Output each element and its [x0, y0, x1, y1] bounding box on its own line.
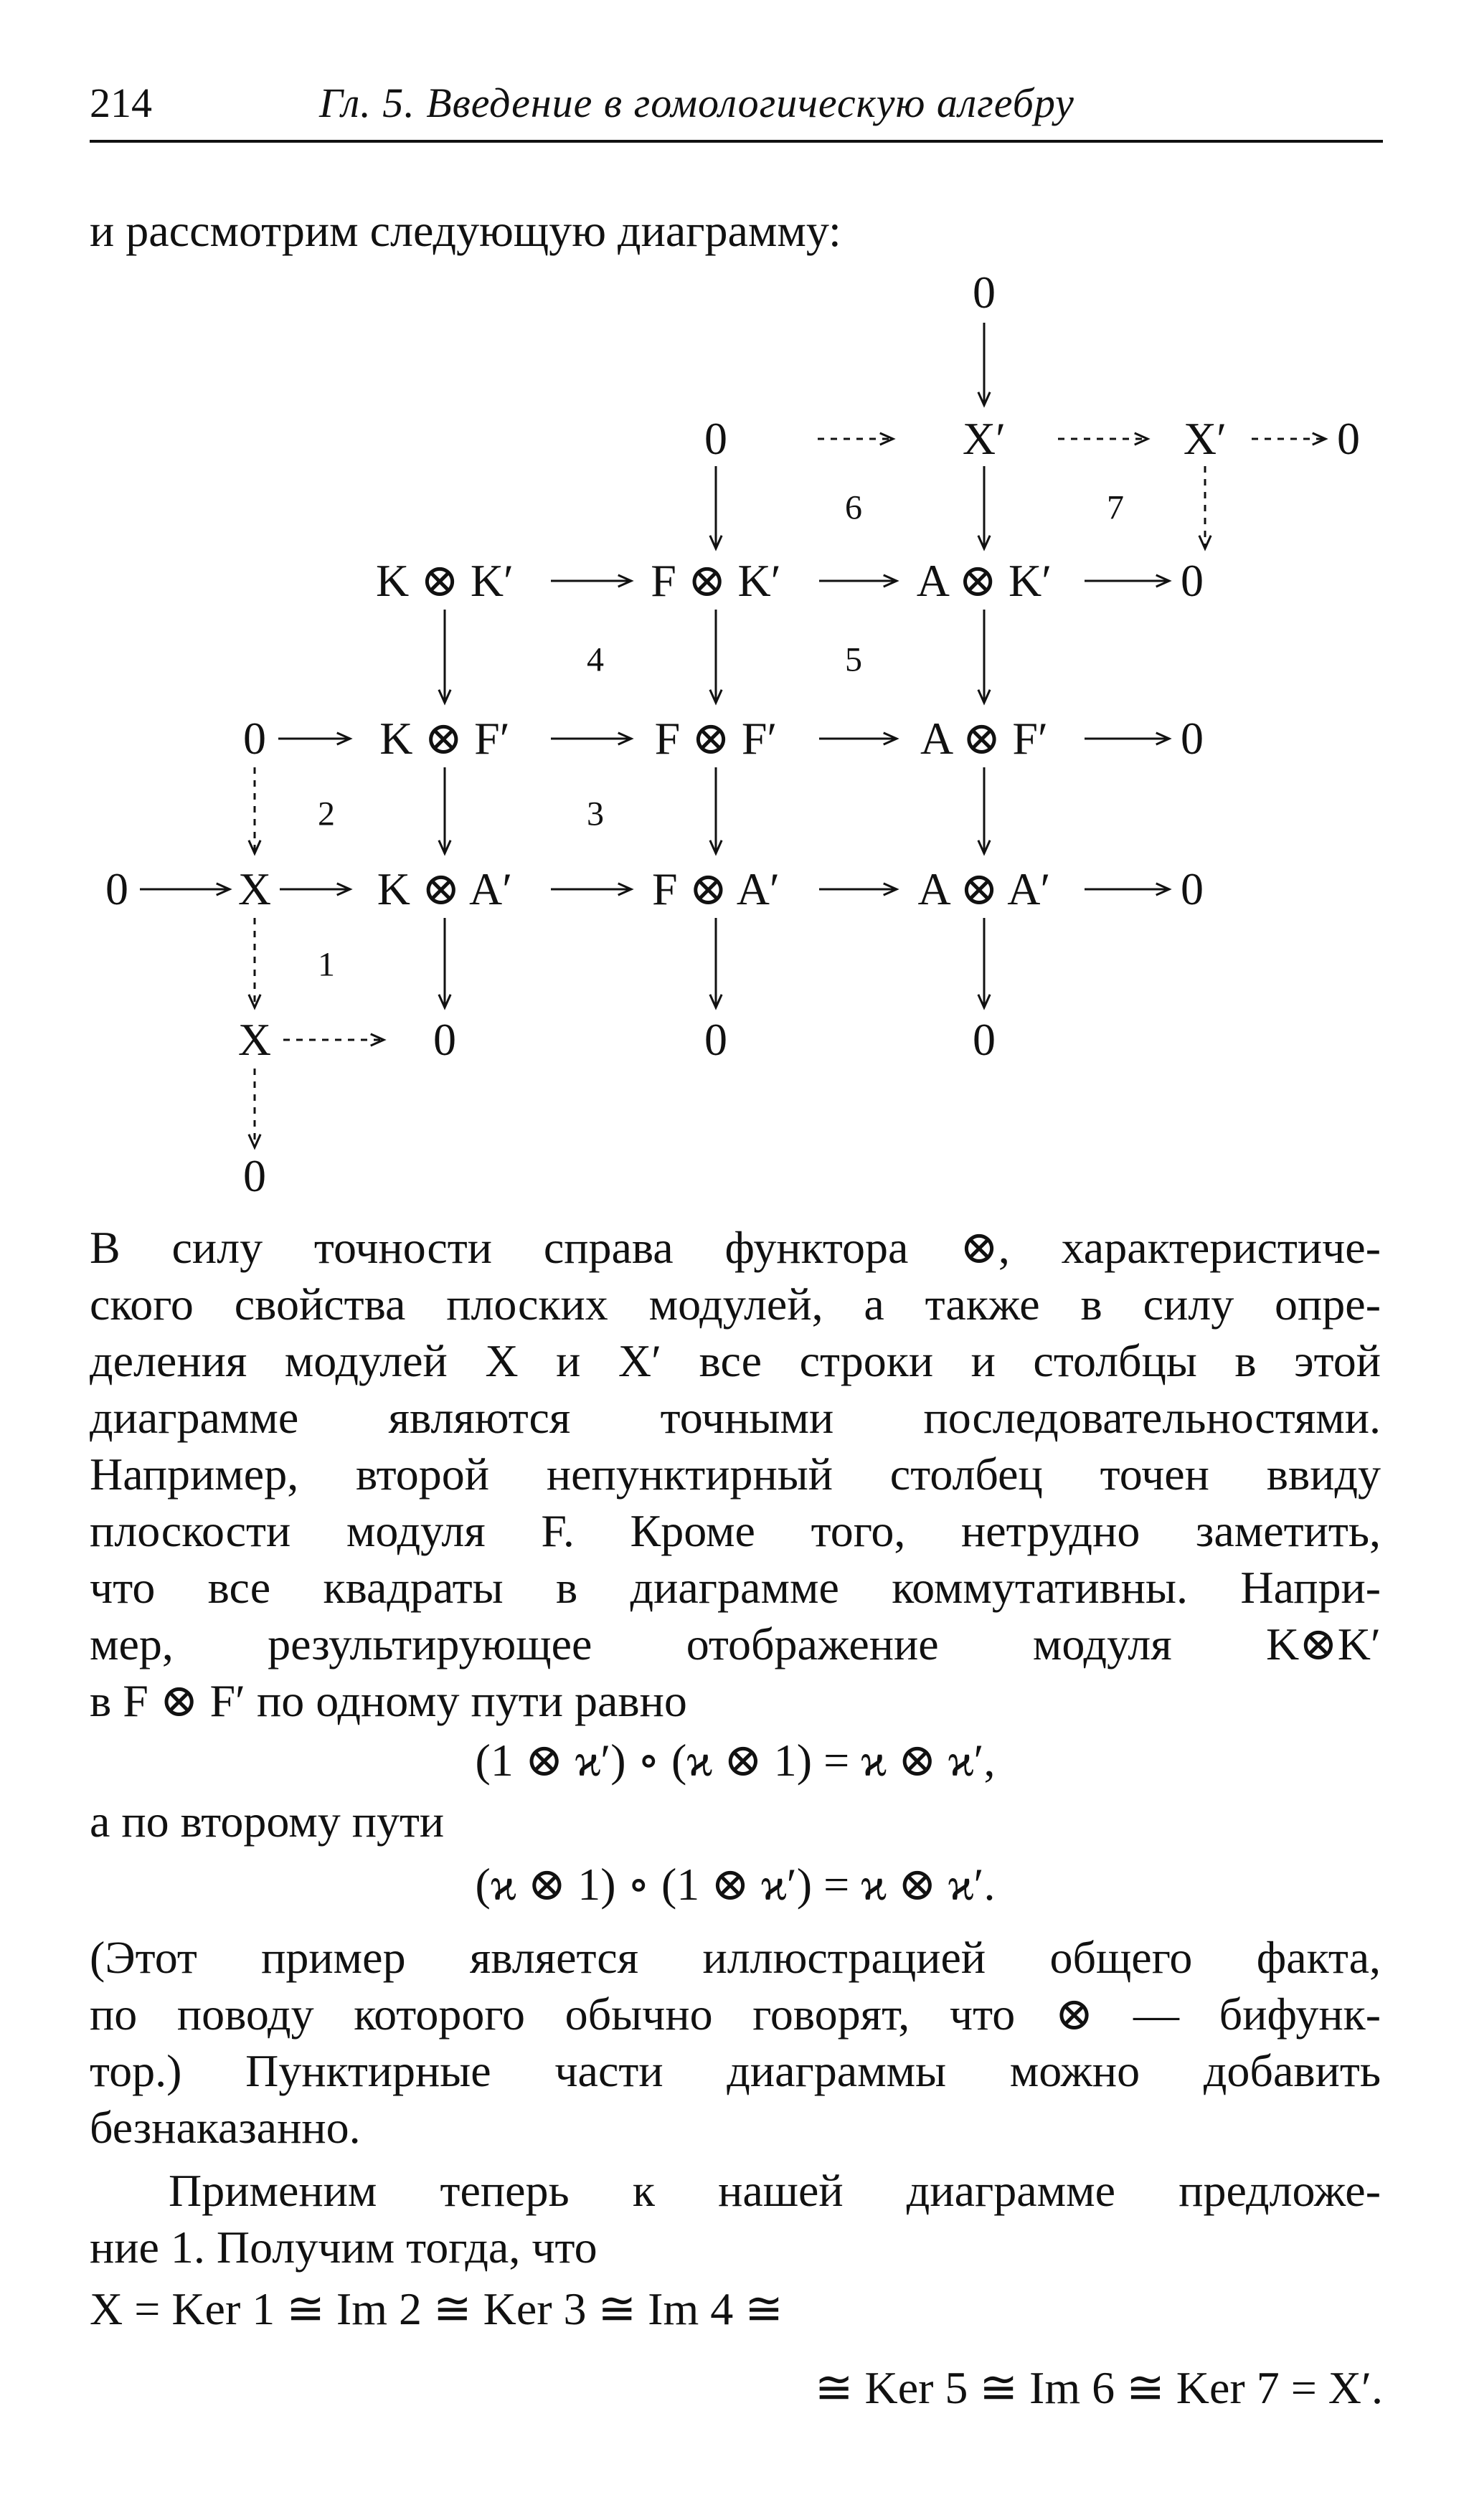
diagram-node: X′: [1183, 413, 1227, 464]
diagram-node: F ⊗ F′: [654, 713, 778, 764]
paragraph-2: а по второму пути: [90, 1796, 445, 1847]
diagram-node: X′: [962, 413, 1006, 464]
commutative-diagram: [0, 251, 1469, 1201]
paragraph-line: безнаказанно.: [90, 2102, 361, 2153]
paragraph-line: В силу точности справа функтора ⊗, характеристиче-: [90, 1222, 1381, 1273]
running-header: [90, 72, 1383, 143]
running-title: Гл. 5. Введение в гомологическую алгебру: [319, 80, 1074, 126]
page-number: 214: [90, 80, 152, 126]
paragraph-line: что все квадраты в диаграмме коммутативны. Напри-: [90, 1562, 1381, 1613]
paragraph-line: мер, результирующее отображение модуля K⊗K′: [90, 1619, 1381, 1669]
paragraph-line: ние 1. Получим тогда, что: [90, 2222, 597, 2273]
arrow: [1085, 884, 1169, 895]
arrow: [439, 610, 450, 703]
arrow: [819, 733, 897, 744]
paragraph-4: [90, 2162, 1381, 2275]
arrow: [978, 323, 990, 405]
diagram-node: A ⊗ F′: [920, 713, 1048, 764]
arrow: [551, 575, 631, 587]
arrow: [819, 884, 897, 895]
diagram-node: F ⊗ K′: [651, 555, 781, 606]
arrow: [978, 610, 990, 703]
diagram-node: 0: [1181, 555, 1204, 606]
arrow: [439, 918, 450, 1008]
diagram-node: K ⊗ A′: [377, 863, 513, 914]
paragraph-line: Например, второй непунктирный столбец точен ввиду: [90, 1449, 1381, 1500]
paragraph-line: в F ⊗ F′ по одному пути равно: [90, 1675, 687, 1726]
arrow: [710, 767, 722, 853]
diagram-node: 0: [973, 1014, 996, 1065]
diagram-node: 0: [433, 1014, 456, 1065]
diagram-node: F ⊗ A′: [652, 863, 780, 914]
paragraph-3: [90, 1929, 1381, 2156]
diagram-node: X: [237, 1014, 272, 1065]
arrow: [978, 767, 990, 853]
dashed-arrow: [818, 433, 893, 445]
square-label: 5: [845, 640, 862, 679]
arrow: [278, 733, 350, 744]
formula-1: (1 ⊗ ϰ′) ∘ (ϰ ⊗ 1) = ϰ ⊗ ϰ′,: [475, 1735, 996, 1786]
diagram-node: A ⊗ A′: [917, 863, 1051, 914]
paragraph-line: деления модулей X и X′ все строки и столбцы в этой: [90, 1335, 1381, 1386]
arrow: [710, 918, 722, 1008]
arrow: [280, 884, 350, 895]
arrow: [978, 466, 990, 549]
arrow: [819, 575, 897, 587]
square-label: 4: [587, 640, 604, 679]
dashed-arrow: [1252, 433, 1326, 445]
square-label: 2: [318, 795, 335, 833]
diagram-node: 0: [973, 267, 996, 318]
paragraph-line: плоскости модуля F. Кроме того, нетрудно заметить,: [90, 1505, 1381, 1556]
arrow: [439, 767, 450, 853]
formula-3-line-1: X = Ker 1 ≅ Im 2 ≅ Ker 3 ≅ Im 4 ≅: [90, 2283, 783, 2334]
diagram-node: 0: [1181, 863, 1204, 914]
arrow: [710, 466, 722, 549]
diagram-node: 0: [243, 713, 266, 764]
arrow: [710, 610, 722, 703]
dashed-arrow: [283, 1034, 384, 1046]
paragraph-line: тор.) Пунктирные части диаграммы можно добавить: [90, 2045, 1381, 2096]
diagram-node: 0: [243, 1150, 266, 1201]
arrow: [140, 884, 230, 895]
dashed-arrow: [249, 918, 260, 1008]
paragraph-1: [90, 1219, 1381, 1729]
paragraph-line: диаграмме являются точными последовательностями.: [90, 1392, 1381, 1443]
diagram-node: 0: [1181, 713, 1204, 764]
formula-3-line-2: ≅ Ker 5 ≅ Im 6 ≅ Ker 7 = X′.: [814, 2362, 1383, 2413]
square-label: 6: [845, 488, 862, 527]
dashed-arrow: [1199, 466, 1211, 549]
arrow: [551, 884, 631, 895]
diagram-node: 0: [704, 413, 727, 464]
dashed-arrow: [249, 767, 260, 853]
dashed-arrow: [249, 1069, 260, 1147]
square-label: 1: [318, 945, 335, 984]
arrow: [978, 918, 990, 1008]
diagram-node: 0: [704, 1014, 727, 1065]
arrow: [1085, 733, 1169, 744]
arrow: [1085, 575, 1169, 587]
intro-line: и рассмотрим следующую диаграмму:: [90, 205, 841, 256]
paragraph-line: Применим теперь к нашей диаграмме предложе-: [169, 2165, 1381, 2216]
paragraph-line: по поводу которого обычно говорят, что ⊗ — бифунк-: [90, 1989, 1381, 2040]
square-label: 3: [587, 795, 604, 833]
arrow: [551, 733, 631, 744]
square-label: 7: [1107, 488, 1124, 527]
dashed-arrow: [1058, 433, 1148, 445]
paragraph-line: (Этот пример является иллюстрацией общего факта,: [90, 1932, 1381, 1983]
paragraph-line: ского свойства плоских модулей, а также в силу опре-: [90, 1279, 1381, 1330]
diagram-node: A ⊗ K′: [916, 555, 1052, 606]
diagram-node: K ⊗ F′: [379, 713, 510, 764]
diagram-node: X: [237, 863, 272, 914]
diagram-node: 0: [1337, 413, 1360, 464]
formula-2: (ϰ ⊗ 1) ∘ (1 ⊗ ϰ′) = ϰ ⊗ ϰ′.: [475, 1859, 996, 1910]
diagram-node: K ⊗ K′: [375, 555, 514, 606]
diagram-node: 0: [105, 863, 128, 914]
